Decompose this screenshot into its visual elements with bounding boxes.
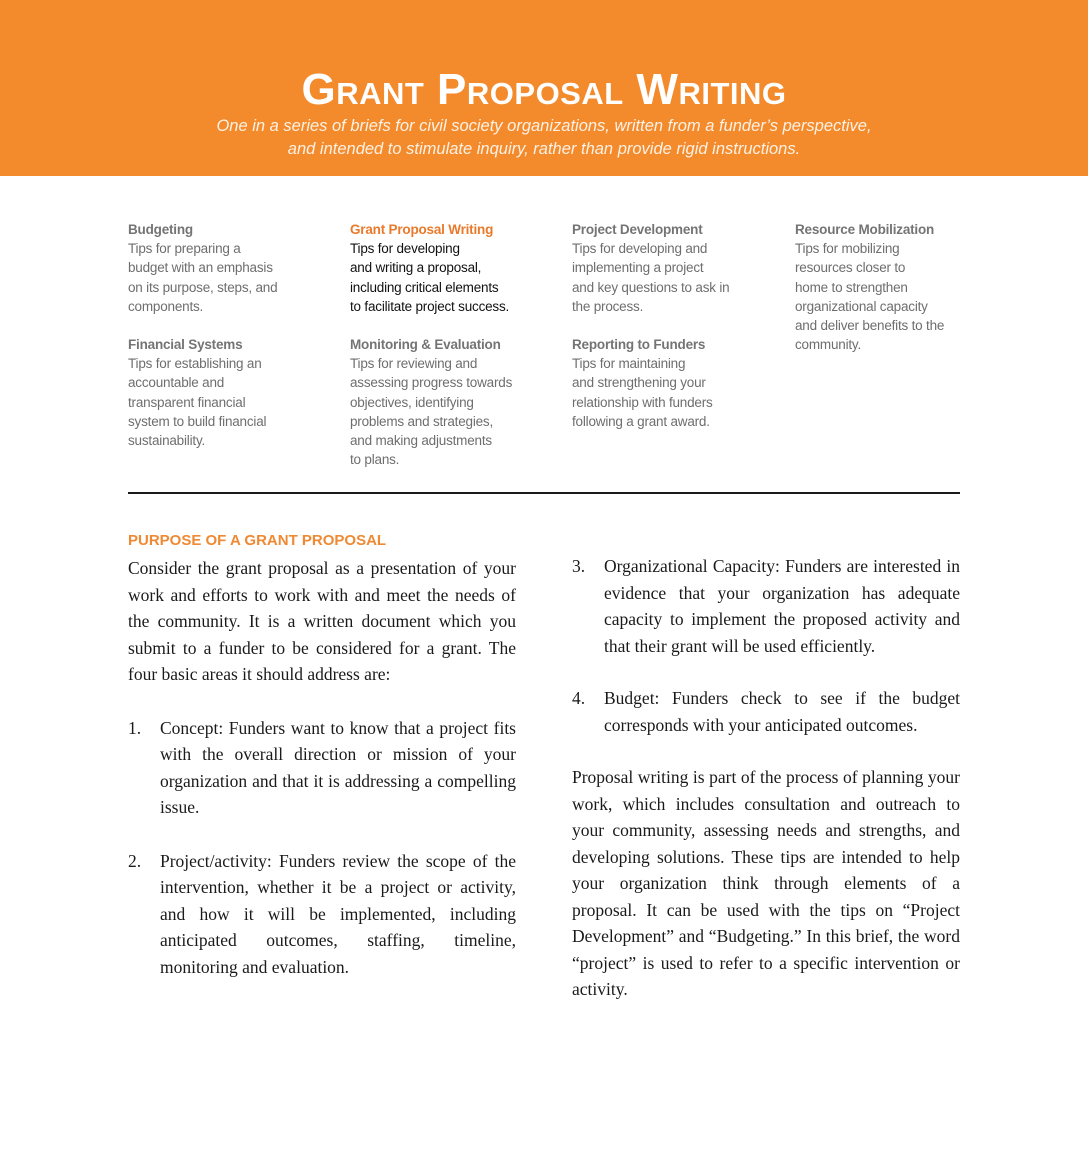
brief-line: Tips for mobilizing [795,241,900,257]
brief-line: Tips for establishing an [128,356,262,372]
brief-title: Reporting to Funders [572,337,706,353]
brief-line: and writing a proposal, [350,260,482,276]
brief-line: Tips for developing [350,241,460,257]
list-number: 3. [572,556,586,576]
briefs-column-2 [350,220,560,488]
brief-line: organizational capacity [795,298,928,314]
brief-line: problems and strategies, [350,413,494,429]
brief-title: Grant Proposal Writing [350,222,494,237]
brief-line: and key questions to ask in [572,279,730,295]
list-text: Concept: Funders want to know that a project fits with the overall direction or mission of your organization and that it is addressing a compelling issue. [160,717,516,817]
right-text-column [572,553,960,1003]
subtitle-line: One in a series of briefs for civil society organizations, written from a funder’s perspective, [216,117,872,135]
divider [128,492,960,494]
brief-title: Budgeting [128,222,193,237]
brief-line: Tips for developing and [572,241,708,257]
brief-title: Monitoring & Evaluation [350,337,501,353]
brief-line: Tips for reviewing and [350,356,478,372]
brief-line: transparent financial [128,394,246,410]
brief-line: on its purpose, steps, and [128,279,278,295]
brief-line: relationship with funders [572,394,713,410]
brief-line: system to build financial [128,413,267,429]
brief-line: to plans. [350,452,400,468]
brief-line: Tips for preparing a [128,241,241,257]
brief-line: implementing a project [572,260,704,276]
brief-line: assessing progress towards [350,375,513,391]
brief-financial-systems[interactable] [128,335,338,450]
brief-grant-proposal-writing[interactable] [350,220,560,316]
list-text: Project/activity: Funders review the scope of the intervention, whether it be a project or activity, and how it will be implemented, including anticipated outcomes, staffing, timeline, monitoring and evaluation. [160,850,516,977]
brief-line: following a grant award. [572,413,710,429]
subtitle-line: and intended to stimulate inquiry, rather than provide rigid instructions. [287,140,801,158]
brief-line: including critical elements [350,279,499,295]
brief-monitoring-evaluation[interactable] [350,335,560,469]
brief-line: and strengthening your [572,375,706,391]
brief-line: sustainability. [128,433,206,449]
briefs-column-4 [795,220,975,373]
list-number: 2. [128,850,142,871]
brief-line: community. [795,337,862,353]
brief-line: accountable and [128,375,225,391]
brief-resource-mobilization[interactable] [795,220,975,354]
brief-line: and making adjustments [350,433,492,449]
left-text-column [128,555,516,980]
brief-budgeting[interactable] [128,220,338,316]
brief-line: resources closer to [795,260,906,276]
brief-line: Tips for maintaining [572,356,686,372]
list-number: 4. [572,688,586,708]
closing-paragraph: Proposal writing is part of the process of planning your work, which includes consultation and outreach to your community, assessing needs and strengths, and developing solutions. These tips are intended to help your organization think through elements of a proposal. It can be used with the tips on “Project Development” and “Budgeting.” In this brief, the word “project” is used to refer to a specific intervention or activity. [572,767,960,999]
page-subtitle [0,115,1088,161]
list-item-project-activity [128,848,516,981]
brief-line: to facilitate project success. [350,298,510,314]
brief-line: budget with an emphasis [128,260,273,276]
brief-title: Financial Systems [128,337,243,353]
brief-line: components. [128,298,204,314]
page-title: Grant Proposal Writing [301,65,787,114]
brief-line: and deliver benefits to the [795,318,945,334]
brief-line: the process. [572,298,644,314]
brief-title: Resource Mobilization [795,222,935,237]
briefs-column-1 [128,220,338,469]
brief-title: Project Development [572,222,703,237]
list-number: 1. [128,717,142,738]
brief-project-development[interactable] [572,220,782,316]
list-item-concept [128,715,516,821]
list-text: Budget: Funders check to see if the budget corresponds with your anticipated outcomes. [604,688,960,735]
intro-paragraph: Consider the grant proposal as a presentation of your work and efforts to work with and meet the needs of the community. It is a written document which you submit to a funder to be considered for a grant. The four basic areas it should address are: [128,558,516,684]
section-heading: PURPOSE OF A GRANT PROPOSAL [128,532,387,549]
brief-line: home to strengthen [795,279,908,295]
list-item-budget [572,685,960,738]
brief-line: objectives, identifying [350,394,474,410]
list-item-organizational-capacity [572,553,960,659]
list-text: Organizational Capacity: Funders are interested in evidence that your organization has adequate capacity to implement the proposed activity and that their grant will be used efficiently. [604,556,960,656]
brief-reporting-to-funders[interactable] [572,335,782,431]
briefs-column-3 [572,220,782,450]
